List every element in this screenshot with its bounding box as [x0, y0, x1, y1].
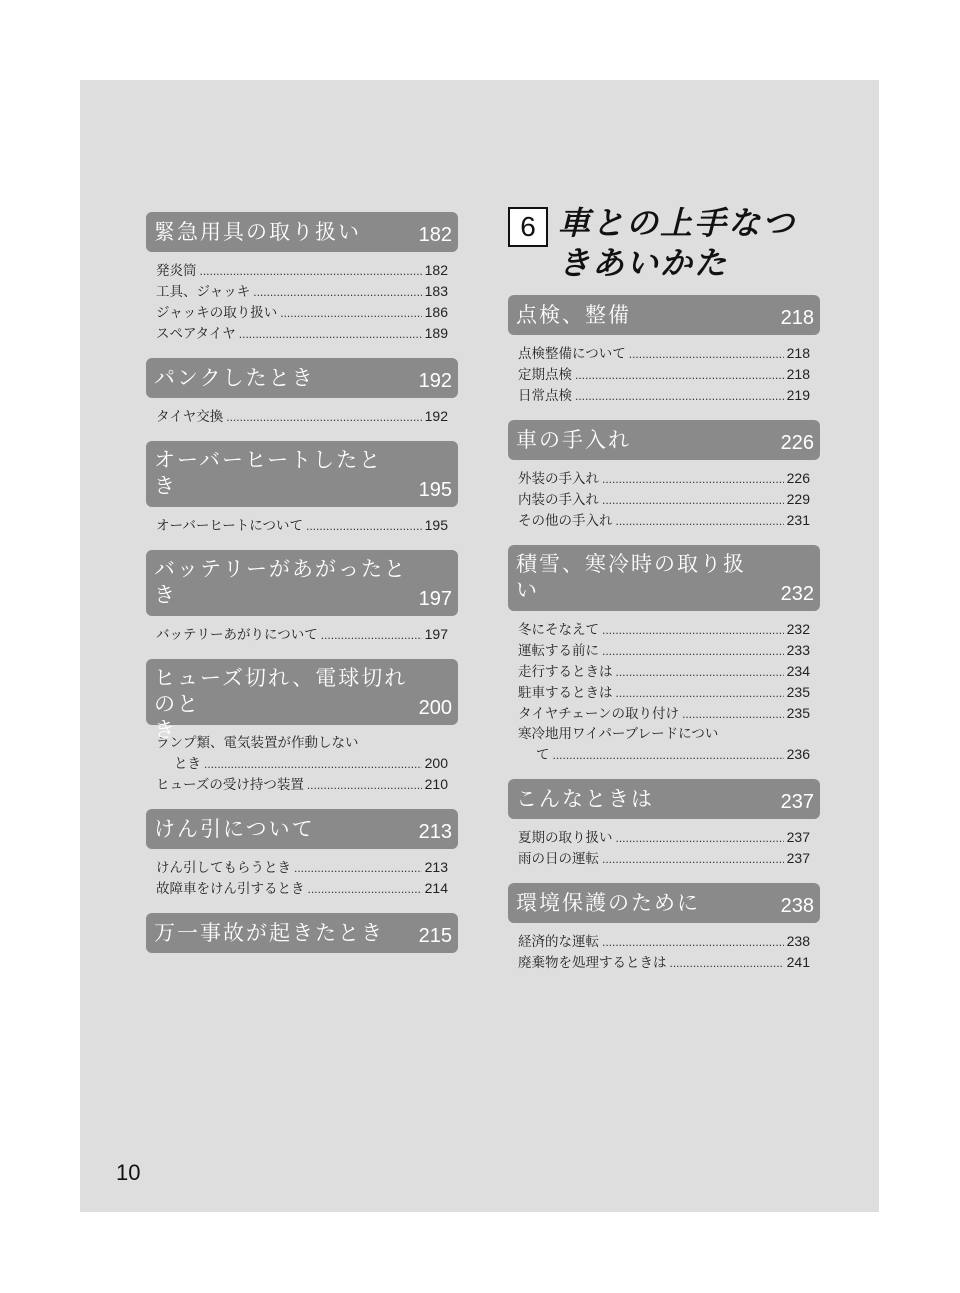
toc-section [146, 550, 458, 645]
dot-leader [670, 953, 784, 973]
entry-list [146, 398, 458, 427]
entry-label: 工具、ジャッキ [156, 284, 251, 300]
toc-entry[interactable] [518, 848, 810, 869]
dot-leader [280, 303, 421, 323]
entry-label: その他の手入れ [518, 513, 613, 529]
entry-page-number: 197 [424, 626, 448, 642]
entry-label: 外装の手入れ [518, 471, 599, 487]
toc-entry[interactable] [518, 682, 810, 703]
toc-entry[interactable] [518, 661, 810, 682]
section-title [154, 556, 418, 608]
entry-label: タイヤ交換 [156, 409, 224, 425]
section-title [154, 665, 418, 743]
entry-label: けん引してもらうとき [156, 860, 291, 876]
section-title-line1: パンクしたとき [154, 366, 315, 390]
entry-page-number: 235 [786, 684, 810, 700]
section-title [516, 786, 760, 812]
entry-label: 発炎筒 [156, 263, 197, 279]
chapter-title [558, 203, 796, 283]
section-page-number: 192 [418, 370, 452, 392]
right-sections [508, 295, 820, 973]
section-heading-bar[interactable] [146, 659, 458, 742]
chapter-heading [508, 205, 820, 285]
section-title-line2: き [154, 718, 177, 742]
entry-page-number: 229 [786, 491, 810, 507]
section-title [516, 890, 760, 916]
section-title-line2: き [154, 583, 177, 607]
section-heading-bar[interactable] [508, 779, 820, 819]
dot-leader [616, 511, 784, 531]
entry-label: 寒冷地用ワイパーブレードについ [518, 726, 719, 742]
section-page-number: 200 [418, 697, 452, 719]
toc-entry[interactable] [518, 468, 810, 489]
dot-leader [616, 683, 784, 703]
entry-list [146, 252, 458, 344]
left-column [146, 212, 458, 967]
dot-leader [200, 261, 422, 281]
toc-entry[interactable] [518, 931, 810, 952]
section-title-line1: ヒューズ切れ、電球切れのと [154, 666, 408, 716]
toc-section [146, 212, 458, 344]
dot-leader [602, 620, 784, 640]
entry-label: ジャッキの取り扱い [156, 305, 278, 321]
page-number: 10 [116, 1160, 141, 1185]
entry-list [508, 819, 820, 869]
entry-page-number: 233 [786, 642, 810, 658]
entry-page-number: 237 [786, 829, 810, 845]
entry-label: ヒューズの受け持つ装置 [156, 777, 304, 793]
entry-list [146, 849, 458, 899]
section-title [154, 365, 398, 391]
section-title [154, 219, 398, 245]
dot-leader [204, 754, 422, 774]
toc-section [508, 420, 820, 531]
section-page-number: 195 [418, 479, 452, 501]
entry-label: 走行するときは [518, 664, 613, 680]
section-page-number: 226 [780, 432, 814, 454]
toc-section [508, 883, 820, 973]
toc-entry[interactable] [156, 774, 448, 795]
entry-list [508, 611, 820, 765]
dot-leader [553, 745, 784, 765]
toc-entry[interactable] [518, 619, 810, 640]
section-title [516, 427, 760, 453]
entry-list [508, 335, 820, 406]
entry-page-number: 226 [786, 470, 810, 486]
entry-continuation [156, 753, 448, 774]
dot-leader [253, 282, 421, 302]
dot-leader [602, 641, 784, 661]
section-title-line1: けん引について [154, 817, 315, 841]
dot-leader [602, 469, 784, 489]
section-heading-bar[interactable] [146, 809, 458, 849]
entry-page-number: 238 [786, 933, 810, 949]
entry-page-number: 200 [424, 755, 448, 771]
dot-leader [682, 704, 784, 724]
entry-page-number: 236 [786, 746, 810, 762]
entry-page-number: 218 [786, 366, 810, 382]
entry-page-number: 218 [786, 345, 810, 361]
entry-list [508, 460, 820, 531]
section-title-line1: オーバーヒートしたと [154, 448, 383, 472]
section-title-line2: い [516, 578, 539, 602]
entry-page-number: 210 [424, 776, 448, 792]
entry-page-number: 219 [786, 387, 810, 403]
toc-entry[interactable] [156, 515, 448, 536]
entry-label: 夏期の取り扱い [518, 830, 613, 846]
toc-entry[interactable] [156, 624, 448, 645]
entry-page-number: 195 [424, 517, 448, 533]
dot-leader [308, 879, 422, 899]
entry-list [146, 507, 458, 536]
section-page-number: 213 [418, 821, 452, 843]
entry-page-number: 213 [424, 859, 448, 875]
dot-leader [602, 490, 784, 510]
section-title-line1: こんなときは [516, 787, 654, 811]
entry-page-number: 186 [424, 304, 448, 320]
toc-entry[interactable] [518, 724, 810, 765]
entry-label: 経済的な運転 [518, 934, 599, 950]
toc-entry[interactable] [518, 364, 810, 385]
dot-leader [616, 662, 784, 682]
toc-section [146, 441, 458, 536]
section-heading-bar[interactable] [146, 441, 458, 507]
entry-page-number: 183 [424, 283, 448, 299]
entry-continuation [518, 744, 810, 765]
section-title-line1: 点検、整備 [516, 303, 631, 327]
dot-leader [307, 775, 422, 795]
entry-label-continued: とき [174, 756, 201, 772]
toc-entry[interactable] [518, 952, 810, 973]
dot-leader [602, 932, 784, 952]
dot-leader [602, 849, 784, 869]
toc-entry[interactable] [156, 857, 448, 878]
section-title-line1: 環境保護のために [516, 891, 700, 915]
section-heading-bar[interactable] [146, 550, 458, 616]
entry-label: ランプ類、電気装置が作動しない [156, 735, 359, 751]
toc-section [146, 358, 458, 427]
section-title [154, 447, 418, 499]
toc-section [146, 913, 458, 953]
section-page-number: 218 [780, 307, 814, 329]
entry-label: 日常点検 [518, 388, 572, 404]
toc-section [146, 659, 458, 795]
section-title [154, 920, 398, 946]
entry-label: 故障車をけん引するとき [156, 881, 305, 897]
section-title-line1: バッテリーがあがったと [154, 557, 407, 581]
entry-label: 駐車するときは [518, 685, 613, 701]
entry-page-number: 237 [786, 850, 810, 866]
section-heading-bar[interactable] [146, 212, 458, 252]
toc-entry[interactable] [518, 510, 810, 531]
entry-label: 廃棄物を処理するときは [518, 955, 667, 971]
toc-entry[interactable] [518, 827, 810, 848]
section-title [516, 302, 760, 328]
entry-page-number: 192 [424, 408, 448, 424]
toc-entry[interactable] [156, 302, 448, 323]
entry-label: スペアタイヤ [156, 326, 236, 342]
section-page-number: 232 [780, 583, 814, 605]
toc-entry[interactable] [518, 385, 810, 406]
section-title-line1: 車の手入れ [516, 428, 631, 452]
toc-section [146, 809, 458, 899]
dot-leader [616, 828, 784, 848]
entry-label-continued: て [536, 747, 550, 763]
entry-label: 定期点検 [518, 367, 572, 383]
section-page-number: 238 [780, 895, 814, 917]
section-heading-bar[interactable] [508, 545, 820, 611]
section-title-line1: 万一事故が起きたとき [154, 921, 384, 945]
dot-leader [226, 407, 421, 427]
toc-entry[interactable] [156, 878, 448, 899]
toc-section [508, 779, 820, 869]
chapter-title-line2: きあいかた [558, 244, 729, 282]
dot-leader [294, 858, 422, 878]
entry-page-number: 235 [786, 705, 810, 721]
section-heading-bar[interactable] [146, 358, 458, 398]
toc-section [508, 295, 820, 406]
toc-entry[interactable] [518, 343, 810, 364]
entry-label: タイヤチェーンの取り付け [518, 706, 680, 722]
toc-entry[interactable] [518, 703, 810, 724]
section-heading-bar[interactable] [146, 913, 458, 953]
entry-label: オーバーヒートについて [156, 518, 304, 534]
section-page-number: 197 [418, 588, 452, 610]
toc-entry[interactable] [156, 281, 448, 302]
section-title-line1: 積雪、寒冷時の取り扱 [516, 552, 746, 576]
toc-entry[interactable] [156, 260, 448, 281]
entry-page-number: 182 [424, 262, 448, 278]
entry-label: 雨の日の運転 [518, 851, 599, 867]
dot-leader [629, 344, 784, 364]
section-heading-bar[interactable] [508, 295, 820, 335]
section-title [516, 551, 780, 603]
dot-leader [306, 516, 422, 536]
entry-page-number: 231 [786, 512, 810, 528]
entry-list [146, 616, 458, 645]
section-title [154, 816, 398, 842]
entry-page-number: 189 [424, 325, 448, 341]
entry-label: 点検整備について [518, 346, 626, 362]
section-page-number: 215 [418, 925, 452, 947]
section-title-line1: 緊急用具の取り扱い [154, 220, 361, 244]
toc-entry[interactable] [518, 640, 810, 661]
section-page-number: 237 [780, 791, 814, 813]
entry-label: バッテリーあがりについて [156, 627, 318, 643]
toc-entry[interactable] [518, 489, 810, 510]
toc-entry[interactable] [156, 323, 448, 344]
dot-leader [575, 386, 784, 406]
dot-leader [239, 324, 422, 344]
right-column [508, 205, 820, 987]
entry-page-number: 214 [424, 880, 448, 896]
entry-list [508, 923, 820, 973]
entry-page-number: 241 [786, 954, 810, 970]
entry-page-number: 234 [786, 663, 810, 679]
entry-label: 内装の手入れ [518, 492, 599, 508]
section-page-number: 182 [418, 224, 452, 246]
toc-section [508, 545, 820, 765]
chapter-number: 6 [508, 207, 548, 247]
dot-leader [321, 625, 422, 645]
section-title-line2: き [154, 474, 177, 498]
toc-entry[interactable] [156, 406, 448, 427]
entry-page-number: 232 [786, 621, 810, 637]
dot-leader [575, 365, 784, 385]
entry-label: 運転する前に [518, 643, 599, 659]
section-heading-bar[interactable] [508, 420, 820, 460]
entry-label: 冬にそなえて [518, 622, 599, 638]
section-heading-bar[interactable] [508, 883, 820, 923]
chapter-title-line1: 車との上手なつ [558, 204, 797, 242]
